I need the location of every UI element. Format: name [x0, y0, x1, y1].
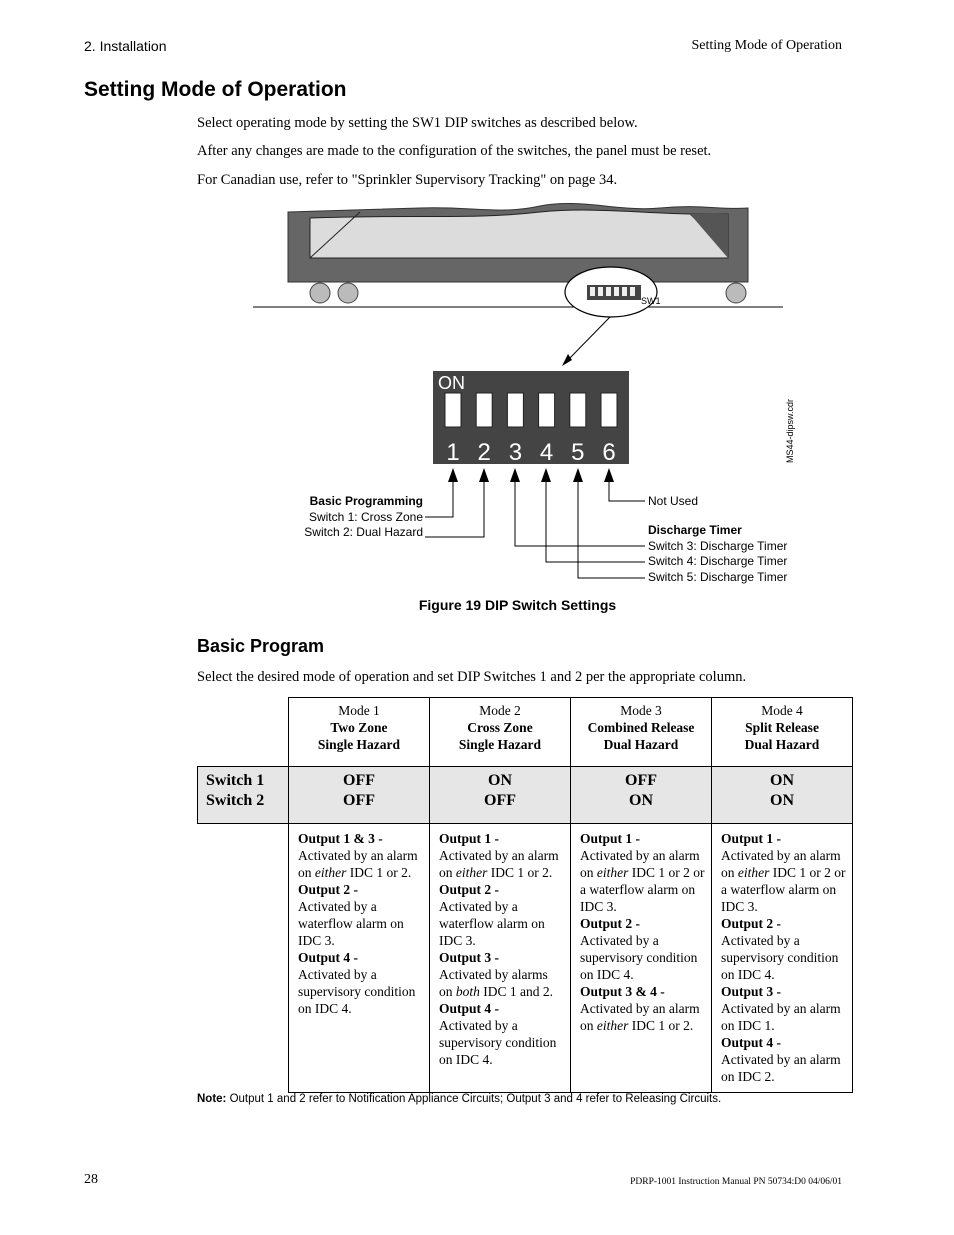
callout-switch-5: Switch 5: Discharge Timer [648, 570, 788, 584]
mode-1-switch-settings [289, 767, 430, 824]
dip-switch-number: 3 [508, 439, 523, 466]
output-description [580, 830, 705, 915]
callout-switch-3: Switch 3: Discharge Timer [648, 539, 788, 553]
output-label: Output 3 & 4 - [580, 984, 665, 999]
output-text: Activated by a supervisory condition on IDC 4. [580, 933, 698, 982]
output-label: Output 1 & 3 - [298, 831, 383, 846]
callout-switch-4: Switch 4: Discharge Timer [648, 554, 788, 568]
switch-settings-row [198, 767, 853, 824]
mode-name-line-2: Single Hazard [458, 737, 542, 752]
callout-arrowheads [448, 468, 614, 482]
page-number: 28 [84, 1172, 98, 1187]
dip-switch-figure [0, 195, 954, 595]
mode-name-line-2: Dual Hazard [603, 737, 679, 752]
mode-name-line-1: Combined Release [587, 720, 695, 735]
mode-name-line-2: Single Hazard [317, 737, 401, 752]
output-description [298, 949, 423, 1017]
switch-1-value: OFF [343, 772, 375, 789]
mode-table [197, 697, 853, 1093]
mode-name-line-1: Cross Zone [467, 720, 533, 735]
output-description [580, 915, 705, 983]
output-description [298, 881, 423, 949]
output-text: Activated by a supervisory condition on IDC 4. [298, 967, 416, 1016]
output-text: Activated by an alarm on either IDC 1 or 2. [439, 848, 559, 880]
output-text: Activated by an alarm on either IDC 1 or 2 or a waterflow alarm on IDC 3. [580, 848, 705, 914]
dip-switch-number: 2 [477, 439, 491, 466]
output-text: Activated by an alarm on IDC 2. [721, 1052, 841, 1084]
running-header-section: 2. Installation [84, 38, 167, 54]
page-title: Setting Mode of Operation [84, 78, 347, 101]
callout-not-used: Not Used [648, 494, 699, 508]
dip-switch-key [507, 393, 523, 427]
output-label: Output 1 - [721, 831, 782, 846]
output-text: Activated by a waterflow alarm on IDC 3. [439, 899, 545, 948]
switch-1-value: ON [770, 772, 794, 789]
dip-switch-key [601, 393, 617, 427]
basic-programming-heading: Basic Programming [309, 494, 423, 508]
basic-program-intro: Select the desired mode of operation and set DIP Switches 1 and 2 per the appropriate column. [197, 669, 747, 685]
output-label: Output 4 - [721, 1035, 782, 1050]
output-description [439, 830, 564, 881]
switch-labels-cell [198, 767, 289, 824]
mode-2-outputs [430, 824, 571, 1093]
panel-board-illustration [253, 203, 783, 307]
output-description [298, 830, 423, 881]
output-description [439, 949, 564, 1000]
mode-name-line-2: Dual Hazard [744, 737, 820, 752]
dip-switch-number: 6 [602, 439, 616, 466]
note-label: Note: [197, 1093, 227, 1105]
document-id: PDRP-1001 Instruction Manual PN 50734:D0 04/06/01 [630, 1177, 842, 1187]
output-description-row [198, 824, 853, 1093]
output-label: Output 3 - [439, 950, 500, 965]
output-text: Activated by a supervisory condition on IDC 4. [439, 1018, 557, 1067]
note-text: Output 1 and 2 refer to Notification Appliance Circuits; Output 3 and 4 refer to Releasing Circuits. [229, 1093, 722, 1105]
output-label: Output 4 - [298, 950, 359, 965]
intro-paragraph-3: For Canadian use, refer to "Sprinkler Supervisory Tracking" on page 34. [197, 172, 618, 188]
mode-1-outputs [289, 824, 430, 1093]
mode-label: Mode 1 [338, 703, 380, 718]
mode-3-switch-settings [571, 767, 712, 824]
dip-switch-key [445, 393, 461, 427]
output-text: Activated by an alarm on either IDC 1 or 2. [580, 1001, 700, 1033]
mode-2-switch-settings [430, 767, 571, 824]
dip-switch-key [570, 393, 586, 427]
mode-label: Mode 4 [761, 703, 803, 718]
table-blank-cell [198, 824, 289, 1093]
switch-2-value: OFF [484, 792, 516, 809]
output-description [439, 1000, 564, 1068]
mode-4-switch-settings [712, 767, 853, 824]
output-text: Activated by an alarm on either IDC 1 or 2. [298, 848, 418, 880]
mode-name-line-1: Split Release [745, 720, 819, 735]
dip-switch-number: 1 [446, 439, 460, 466]
switch-2-value: OFF [343, 792, 375, 809]
output-text: Activated by an alarm on either IDC 1 or 2 or a waterflow alarm on IDC 3. [721, 848, 846, 914]
output-description [721, 915, 846, 983]
switch-1-label: Switch 1 [206, 772, 265, 789]
callout-switch-1: Switch 1: Cross Zone [308, 510, 423, 524]
running-header-title: Setting Mode of Operation [691, 38, 842, 53]
output-label: Output 1 - [580, 831, 641, 846]
table-corner [198, 698, 289, 767]
output-description [580, 983, 705, 1034]
enlarged-dip-switch [433, 371, 629, 466]
output-text: Activated by alarms on both IDC 1 and 2. [439, 967, 554, 999]
mode-name-line-1: Two Zone [330, 720, 388, 735]
mode-1-header [289, 698, 430, 767]
callout-switch-2: Switch 2: Dual Hazard [304, 525, 423, 539]
figure-file-tag: MS44-dipsw.cdr [785, 398, 795, 463]
output-description [721, 1034, 846, 1085]
mode-4-header [712, 698, 853, 767]
mode-label: Mode 3 [620, 703, 662, 718]
switch-2-value: ON [770, 792, 794, 809]
board-switch-label: SW1 [641, 296, 661, 306]
output-label: Output 4 - [439, 1001, 500, 1016]
output-description [721, 983, 846, 1034]
switch-1-value: OFF [625, 772, 657, 789]
mode-4-outputs [712, 824, 853, 1093]
intro-paragraph-2: After any changes are made to the configuration of the switches, the panel must be reset. [197, 143, 712, 159]
mode-3-header [571, 698, 712, 767]
mode-3-outputs [571, 824, 712, 1093]
dip-switch-number: 5 [571, 439, 585, 466]
output-label: Output 2 - [298, 882, 359, 897]
mode-header-row [198, 698, 853, 767]
output-label: Output 2 - [580, 916, 641, 931]
switch-2-value: ON [629, 792, 653, 809]
output-description [721, 830, 846, 915]
output-description [439, 881, 564, 949]
output-label: Output 2 - [721, 916, 782, 931]
output-label: Output 2 - [439, 882, 500, 897]
output-text: Activated by a supervisory condition on IDC 4. [721, 933, 839, 982]
intro-paragraph-1: Select operating mode by setting the SW1 DIP switches as described below. [197, 115, 638, 131]
basic-program-heading: Basic Program [197, 636, 325, 656]
output-label: Output 1 - [439, 831, 500, 846]
table-note [197, 1093, 721, 1105]
output-text: Activated by an alarm on IDC 1. [721, 1001, 841, 1033]
discharge-timer-heading: Discharge Timer [648, 523, 742, 537]
left-callout-lines [425, 478, 645, 578]
mode-2-header [430, 698, 571, 767]
dip-on-label: ON [438, 373, 465, 393]
figure-caption: Figure 19 DIP Switch Settings [418, 597, 617, 613]
dip-switch-key [539, 393, 555, 427]
mode-label: Mode 2 [479, 703, 521, 718]
dip-switch-key [476, 393, 492, 427]
output-label: Output 3 - [721, 984, 782, 999]
output-text: Activated by a waterflow alarm on IDC 3. [298, 899, 404, 948]
switch-2-label: Switch 2 [206, 792, 265, 809]
board-dip-switch [562, 267, 661, 366]
switch-1-value: ON [488, 772, 512, 789]
dip-switch-number: 4 [539, 439, 554, 466]
